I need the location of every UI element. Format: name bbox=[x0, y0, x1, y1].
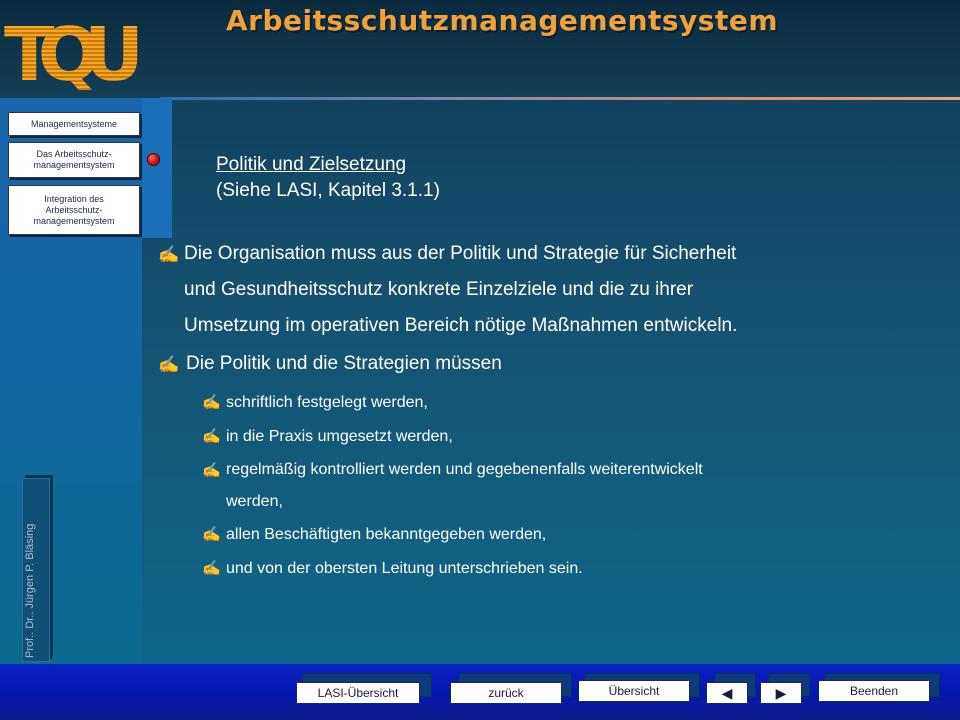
overview-button[interactable]: Übersicht bbox=[578, 680, 690, 702]
pencil-check-icon: ✍ bbox=[202, 526, 221, 543]
list-item: ✍ schriftlich festgelegt werden, bbox=[202, 386, 922, 420]
bullet-organisation bbox=[158, 236, 918, 344]
section-heading bbox=[216, 152, 440, 204]
pencil-check-icon: ✍ bbox=[158, 355, 180, 374]
sidebar-item-label: Das Arbeitsschutz- managementsystem bbox=[33, 149, 115, 170]
bullet-politik bbox=[158, 346, 918, 382]
sidebar-accent bbox=[142, 98, 172, 238]
page-title: Arbeitsschutzmanagementsystem bbox=[226, 4, 779, 37]
lasi-overview-button[interactable]: LASI-Übersicht bbox=[296, 682, 420, 704]
sidebar-item-managementsysteme[interactable] bbox=[8, 112, 140, 136]
sidebar-item-label: Managementsysteme bbox=[30, 118, 118, 129]
list-item: ✍ allen Beschäftigten bekanntgegeben werden, bbox=[202, 518, 922, 552]
exit-button[interactable]: Beenden bbox=[818, 680, 930, 702]
pencil-check-icon: ✍ bbox=[202, 462, 221, 479]
active-indicator-icon bbox=[148, 154, 159, 165]
list-item: ✍ regelmäßig kontrolliert werden und gegebenenfalls weiterentwickelt werden, bbox=[202, 454, 922, 518]
heading-title: Politik und Zielsetzung bbox=[216, 154, 407, 175]
list-item: ✍ und von der obersten Leitung unterschrieben sein. bbox=[202, 552, 922, 586]
next-button[interactable] bbox=[760, 682, 802, 704]
back-button[interactable]: zurück bbox=[450, 682, 562, 704]
sidebar-item-integration[interactable] bbox=[8, 185, 140, 235]
header-bar bbox=[0, 0, 960, 98]
sidebar-item-label: Integration des Arbeitsschutz- managementsystem bbox=[33, 193, 115, 226]
list-item: ✍ in die Praxis umgesetzt werden, bbox=[202, 420, 922, 454]
pencil-check-icon: ✍ bbox=[202, 560, 221, 577]
bullet-text: Die Politik und die Strategien müssen bbox=[186, 353, 502, 374]
pencil-check-icon: ✍ bbox=[158, 245, 180, 264]
heading-reference: (Siehe LASI, Kapitel 3.1.1) bbox=[216, 180, 440, 201]
arrow-right-icon: ▶ bbox=[775, 685, 787, 701]
sidebar-item-arbeitsschutz[interactable] bbox=[8, 142, 140, 178]
pencil-check-icon: ✍ bbox=[202, 428, 221, 445]
tqu-logo bbox=[4, 10, 144, 90]
bullet-line: Umsetzung im operativen Bereich nötige Maßnahmen entwickeln. bbox=[184, 315, 738, 336]
header-divider bbox=[160, 97, 960, 100]
svg-text:TQU: TQU bbox=[4, 12, 142, 90]
arrow-left-icon: ◀ bbox=[721, 685, 733, 701]
bullet-line: und Gesundheitsschutz konkrete Einzelziele und die zu ihrer bbox=[184, 279, 694, 300]
author-label: Prof.. Dr.. Jürgen P. Bläsing bbox=[24, 523, 36, 658]
previous-button[interactable] bbox=[706, 682, 748, 704]
bullet-line: Die Organisation muss aus der Politik und Strategie für Sicherheit bbox=[184, 243, 737, 264]
subbullet-list bbox=[202, 386, 922, 586]
pencil-check-icon: ✍ bbox=[202, 394, 221, 411]
